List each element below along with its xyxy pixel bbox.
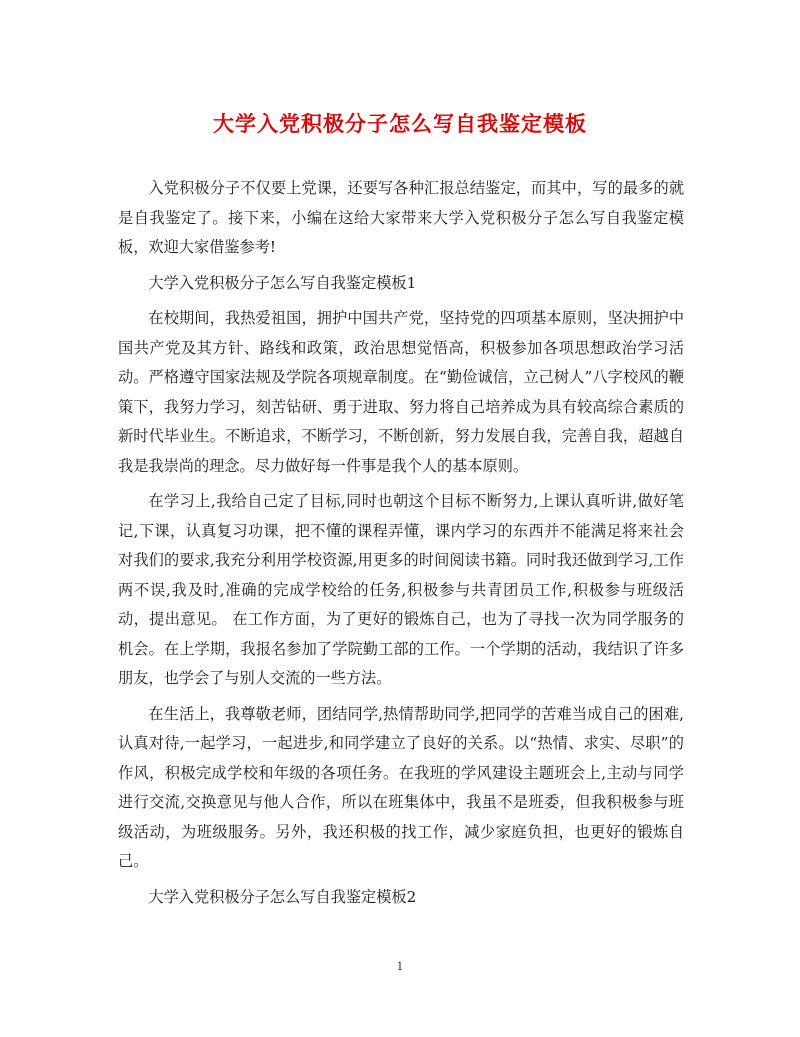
body-paragraph-1: 在校期间，我热爱祖国，拥护中国共产党，坚持党的四项基本原则，坚决拥护中国共产党及其方针、路线和政策，政治思想觉悟高，积极参加各项思想政治学习活动。严格遵守国家法规及学院各项规章制度。在“勤俭诚信，立己树人”八字校风的鞭策下，我努力学习，刻苦钻研、勇于进取、努力将自己培养成为具有较高综合素质的新时代毕业生。不断追求，不断学习，不断创新，努力发展自我，完善自我，超越自我是我崇尚的理念。尽力做好每一件事是我个人的基本原则。	[118, 309, 684, 475]
page-number: 1	[396, 960, 404, 973]
section-heading-1: 大学入党积极分子怎么写自我鉴定模板1	[148, 273, 417, 292]
document-body	[118, 174, 684, 918]
document-title: 大学入党积极分子怎么写自我鉴定模板	[213, 111, 587, 136]
section-heading-2: 大学入党积极分子怎么写自我鉴定模板2	[148, 887, 417, 906]
body-paragraph-2: 在学习上,我给自己定了目标,同时也朝这个目标不断努力,上课认真听讲,做好笔记,下课，认真复习功课，把不懂的课程弄懂，课内学习的东西并不能满足将来社会对我们的要求,我充分利用学校资源,用更多的时间阅读书籍。同时我还做到学习,工作两不误,我及时,准确的完成学校给的任务,积极参与共青团员工作,积极参与班级活动，提出意见。 在工作方面，为了更好的锻炼自己，也为了寻找一次为同学服务的机会。在上学期，我报名参加了学院勤工部的工作。一个学期的活动，我结识了许多朋友，也学会了与别人交流的一些方法。	[118, 492, 684, 687]
intro-paragraph: 入党积极分子不仅要上党课，还要写各种汇报总结鉴定，而其中，写的最多的就是自我鉴定了。接下来，小编在这给大家带来大学入党积极分子怎么写自我鉴定模板，欢迎大家借鉴参考!	[118, 179, 684, 256]
body-paragraph-3: 在生活上，我尊敬老师，团结同学,热情帮助同学,把同学的苦难当成自己的困难,认真对待,一起学习，一起进步,和同学建立了良好的关系。以“热情、求实、尽职”的作风，积极完成学校和年级的各项任务。在我班的学风建设主题班会上,主动与同学进行交流,交换意见与他人合作，所以在班集体中，我虽不是班委，但我积极参与班级活动，为班级服务。另外，我还积极的找工作，减少家庭负担，也更好的锻炼自己。	[118, 704, 684, 870]
